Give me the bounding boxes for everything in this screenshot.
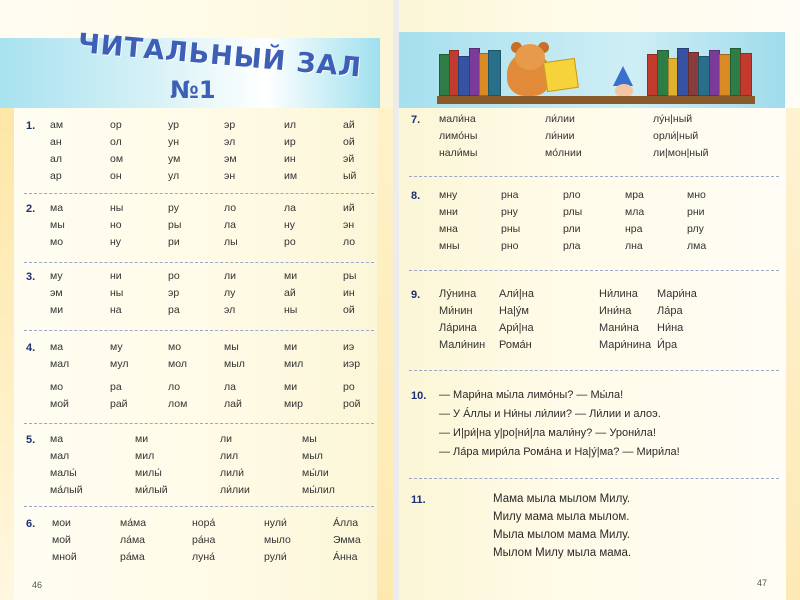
syllable: ми <box>284 270 298 282</box>
word: ра́ма <box>120 551 145 563</box>
syllable: рло <box>563 189 581 201</box>
syllable: лу <box>224 287 236 299</box>
word: ми́лый <box>135 484 168 496</box>
syllable: ла <box>224 219 236 231</box>
syllable: ми <box>50 304 64 316</box>
name: Ини́на <box>599 305 632 317</box>
syllable: мо <box>168 341 182 353</box>
word: ми <box>135 433 149 445</box>
name: Ни́на <box>657 322 684 334</box>
syllable: лай <box>224 398 242 410</box>
syllable: мы <box>50 219 65 231</box>
syllable: рно <box>501 240 519 252</box>
syllable: ий <box>343 202 355 214</box>
syllable: рай <box>110 398 128 410</box>
word: А́нна <box>333 551 358 563</box>
word: мил <box>135 450 155 462</box>
syllable: лма <box>687 240 707 252</box>
word: рули́ <box>264 551 287 563</box>
syllable: рлы <box>563 206 583 218</box>
syllable: ин <box>284 153 296 165</box>
section-divider <box>409 176 779 177</box>
syllable: ул <box>168 170 180 182</box>
name: Ла́ра <box>657 305 683 317</box>
word: ма́лый <box>50 484 83 496</box>
left-page <box>0 0 393 600</box>
syllable: им <box>284 170 298 182</box>
syllable: ми <box>284 341 298 353</box>
name: Ни́лина <box>599 288 638 300</box>
syllable: эй <box>343 153 355 165</box>
syllable: ол <box>110 136 122 148</box>
exercise-number: 9. <box>411 289 421 301</box>
syllable: ам <box>50 119 64 131</box>
syllable: он <box>110 170 122 182</box>
name: Мари́на <box>657 288 697 300</box>
syllable: эл <box>224 136 236 148</box>
syllable: ро <box>284 236 296 248</box>
syllable: мни <box>439 206 458 218</box>
section-divider <box>24 330 374 331</box>
syllable: эн <box>343 219 355 231</box>
word: ра́на <box>192 534 216 546</box>
syllable: мо <box>50 381 64 393</box>
syllable: ур <box>168 119 179 131</box>
syllable: ны <box>110 287 124 299</box>
syllable: ир <box>284 136 296 148</box>
exercise-number: 3. <box>26 271 36 283</box>
word: ли <box>220 433 232 445</box>
word: ли́лии <box>545 113 575 125</box>
syllable: лы <box>224 236 238 248</box>
syllable: мыл <box>224 358 245 370</box>
syllable: мир <box>284 398 303 410</box>
name: Лу́нина <box>439 288 477 300</box>
syllable: эр <box>168 287 180 299</box>
syllable: эн <box>224 170 236 182</box>
syllable: ан <box>50 136 62 148</box>
word: ли|мон|ный <box>653 147 709 159</box>
page-title: ЧИТАЛЬНЫЙ ЗАЛ <box>76 28 364 84</box>
syllable: мо <box>50 236 64 248</box>
syllable: нра <box>625 223 643 235</box>
syllable: эм <box>50 287 63 299</box>
sentence: Мама мыла мылом Милу. <box>493 493 631 505</box>
syllable: мно <box>687 189 706 201</box>
syllable: мы <box>224 341 239 353</box>
exercise-number: 11. <box>411 494 426 506</box>
syllable: ну <box>284 219 296 231</box>
syllable: ло <box>168 381 181 393</box>
syllable: рой <box>343 398 361 410</box>
page-number: 46 <box>32 580 43 590</box>
syllable: мну <box>439 189 458 201</box>
syllable: ом <box>110 153 124 165</box>
syllable: ин <box>343 287 355 299</box>
syllable: лом <box>168 398 188 410</box>
decorative-stripe <box>786 108 800 600</box>
name: Мари́нина <box>599 339 652 351</box>
word: мы <box>302 433 317 445</box>
syllable: ра <box>110 381 122 393</box>
word: мой <box>52 534 71 546</box>
syllable: ло <box>343 236 356 248</box>
syllable: ал <box>50 153 62 165</box>
syllable: ор <box>110 119 122 131</box>
syllable: мул <box>110 358 129 370</box>
syllable: ай <box>343 119 355 131</box>
syllable: лна <box>625 240 643 252</box>
word: лил <box>220 450 239 462</box>
syllable: ры <box>168 219 182 231</box>
syllable: на <box>110 304 122 316</box>
word: ли́лии <box>220 484 250 496</box>
syllable: мол <box>168 358 187 370</box>
bookshelf-illustration <box>437 42 755 104</box>
word: ли́нии <box>545 130 575 142</box>
syllable: мой <box>50 398 69 410</box>
syllable: ил <box>284 119 296 131</box>
section-divider <box>409 370 779 371</box>
syllable: ны <box>110 202 124 214</box>
syllable: ла <box>284 202 296 214</box>
syllable: иэр <box>343 358 361 370</box>
name: Мали́нин <box>439 339 486 351</box>
section-divider <box>409 478 779 479</box>
syllable: иэ <box>343 341 355 353</box>
word: милы́ <box>135 467 162 479</box>
word: мои <box>52 517 71 529</box>
syllable: рны <box>501 223 521 235</box>
syllable: ро <box>343 381 355 393</box>
word: лили́ <box>220 467 244 479</box>
syllable: ой <box>343 304 355 316</box>
dialogue-line: — Мари́на мы́ла лимо́ны? — Мы́ла! <box>439 389 624 401</box>
word: нали́мы <box>439 147 478 159</box>
word: луна́ <box>192 551 216 563</box>
word: орли́|ный <box>653 130 699 142</box>
syllable: рла <box>563 240 581 252</box>
section-divider <box>24 506 374 507</box>
syllable: эл <box>224 304 236 316</box>
page-number: 47 <box>757 578 768 588</box>
name: Рома́н <box>499 339 532 351</box>
syllable: ма <box>50 341 64 353</box>
syllable: ый <box>343 170 357 182</box>
syllable: ну <box>110 236 122 248</box>
dialogue-line: — И|ри́|на у|ро|ни́|ла мали́ну? — Урони́ла! <box>439 427 656 439</box>
syllable: ры <box>343 270 357 282</box>
syllable: рлу <box>687 223 704 235</box>
syllable: ру <box>168 202 179 214</box>
syllable: ли <box>224 270 236 282</box>
syllable: эр <box>224 119 236 131</box>
name: Мани́на <box>599 322 639 334</box>
exercise-number: 6. <box>26 518 36 530</box>
decorative-stripe <box>377 108 393 600</box>
exercise-number: 1. <box>26 120 36 132</box>
word: нора́ <box>192 517 216 529</box>
decorative-stripe <box>0 108 14 600</box>
word: лимо́ны <box>439 130 478 142</box>
word: мал <box>50 450 70 462</box>
syllable: мал <box>50 358 70 370</box>
exercise-number: 7. <box>411 114 421 126</box>
syllable: ар <box>50 170 62 182</box>
dialogue-line: — У А́ллы и Ни́ны ли́лии? — Ли́лии и алоэ. <box>439 408 661 420</box>
exercise-number: 4. <box>26 342 36 354</box>
syllable: му <box>110 341 123 353</box>
syllable: ла <box>224 381 236 393</box>
section-divider <box>24 423 374 424</box>
name: Ми́нин <box>439 305 473 317</box>
word: мыл <box>302 450 323 462</box>
syllable: ра <box>168 304 180 316</box>
syllable: ай <box>284 287 296 299</box>
syllable: ри <box>168 236 180 248</box>
word: мы́ли <box>302 467 329 479</box>
syllable: мна <box>439 223 458 235</box>
word: ма́ма <box>120 517 147 529</box>
name: Ла́рина <box>439 322 477 334</box>
syllable: ой <box>343 136 355 148</box>
syllable: но <box>110 219 122 231</box>
syllable: рли <box>563 223 581 235</box>
syllable: му <box>50 270 63 282</box>
name: На|у́м <box>499 305 529 317</box>
word: мы́лил <box>302 484 335 496</box>
gnome-icon <box>613 66 633 86</box>
word: мыло <box>264 534 291 546</box>
syllable: мра <box>625 189 644 201</box>
syllable: ум <box>168 153 181 165</box>
section-divider <box>24 193 374 194</box>
exercise-number: 10. <box>411 390 427 402</box>
syllable: ны <box>284 304 298 316</box>
section-divider <box>409 270 779 271</box>
syllable: ма <box>50 202 64 214</box>
exercise-number: 5. <box>26 434 36 446</box>
word: лу́н|ный <box>653 113 693 125</box>
exercise-number: 2. <box>26 203 36 215</box>
name: Ари́|на <box>499 322 534 334</box>
syllable: ло <box>224 202 237 214</box>
syllable: ни <box>110 270 122 282</box>
name: И́ра <box>657 339 678 351</box>
syllable: эм <box>224 153 237 165</box>
word: нули́ <box>264 517 287 529</box>
name: Али́|на <box>499 288 534 300</box>
sentence: Милу мама мыла мылом. <box>493 511 630 523</box>
right-page <box>399 0 800 600</box>
section-divider <box>24 262 374 263</box>
syllable: мла <box>625 206 645 218</box>
word: Эмма <box>333 534 361 546</box>
exercise-number: 8. <box>411 190 421 202</box>
word: ла́ма <box>120 534 146 546</box>
syllable: ро <box>168 270 180 282</box>
syllable: рну <box>501 206 518 218</box>
syllable: ми <box>284 381 298 393</box>
word: малы́ <box>50 467 77 479</box>
syllable: мил <box>284 358 304 370</box>
word: А́лла <box>333 517 359 529</box>
word: ма <box>50 433 64 445</box>
syllable: рна <box>501 189 519 201</box>
syllable: ун <box>168 136 180 148</box>
syllable: рни <box>687 206 705 218</box>
sentence: Мыла мылом мама Милу. <box>493 529 630 541</box>
word: мной <box>52 551 77 563</box>
word: мали́на <box>439 113 476 125</box>
page-subtitle: №1 <box>170 76 216 104</box>
word: мо́лнии <box>545 147 582 159</box>
book-icon <box>543 58 579 92</box>
sentence: Мылом Милу мыла мама. <box>493 547 632 559</box>
dialogue-line: — Ла́ра мири́ла Рома́на и На|у́|ма? — Мири́ла! <box>439 446 680 458</box>
syllable: мны <box>439 240 460 252</box>
